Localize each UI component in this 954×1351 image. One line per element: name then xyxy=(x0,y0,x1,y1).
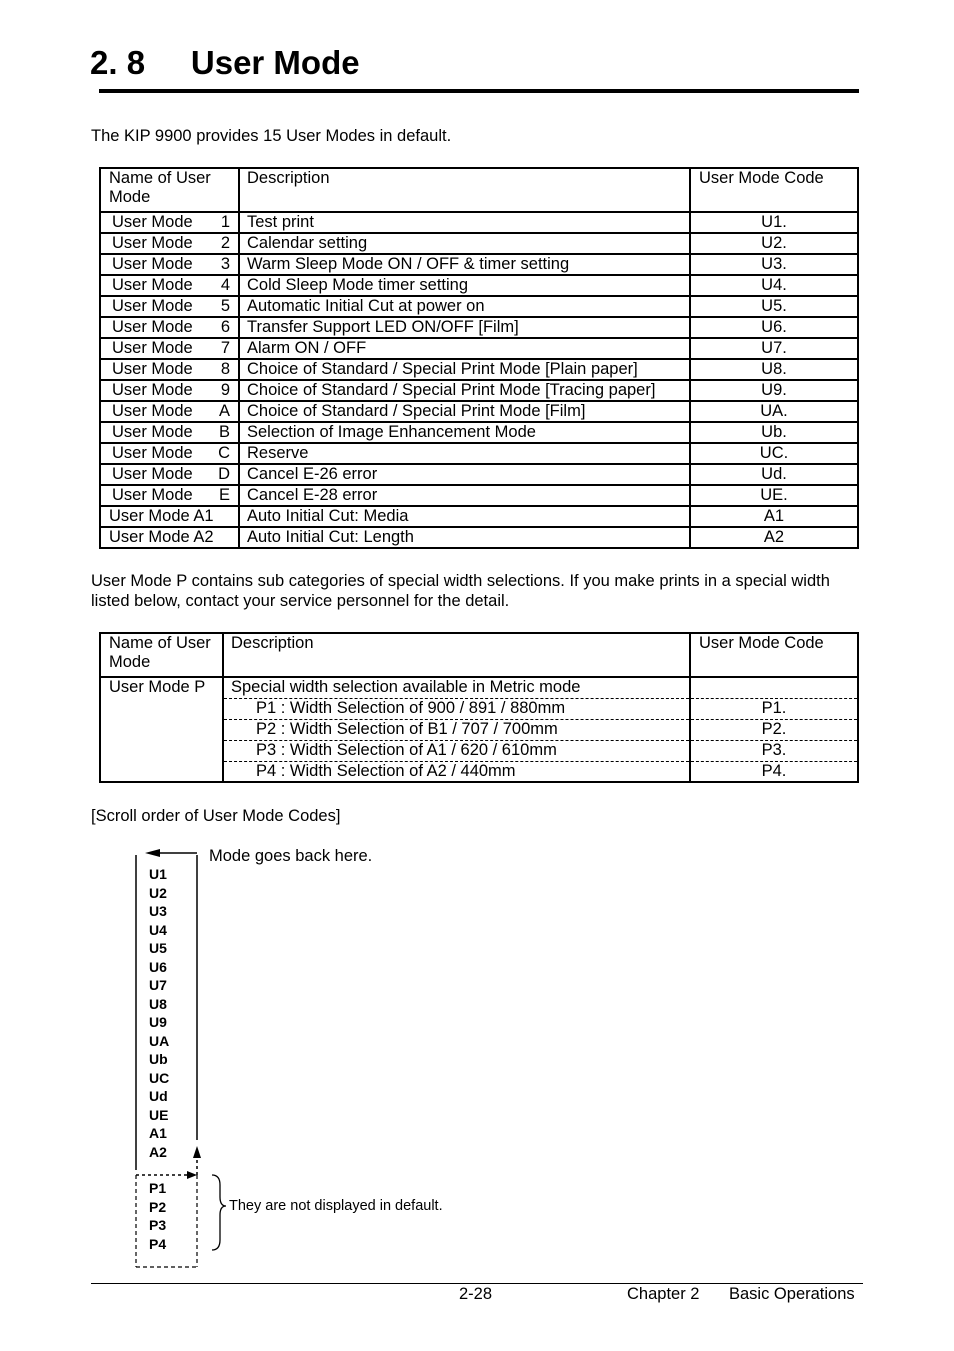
footer-chapter: Chapter 2 xyxy=(627,1285,700,1303)
header-name: Name of User Mode xyxy=(100,168,239,212)
mode-name: User Mode xyxy=(112,465,193,483)
sub-code: P3. xyxy=(690,740,858,761)
mode-description: Cold Sleep Mode timer setting xyxy=(239,275,690,296)
hidden-code-list xyxy=(149,1179,166,1253)
mode-name: User Mode xyxy=(112,444,193,462)
code-item: U1 xyxy=(149,866,167,882)
code-item: U6 xyxy=(149,958,167,975)
mode-code: U5. xyxy=(690,296,858,317)
mode-code: A1 xyxy=(690,506,858,527)
mode-p-description: Special width selection available in Metric mode xyxy=(223,677,690,698)
mode-id: B xyxy=(218,423,230,441)
mode-description: Cancel E-28 error xyxy=(239,485,690,506)
sub-description: P3 : Width Selection of A1 / 620 / 610mm xyxy=(223,740,690,761)
code-item: U5 xyxy=(149,940,167,956)
brace-icon xyxy=(212,1175,226,1250)
arrow-left-head xyxy=(145,849,160,857)
mode-name: User Mode xyxy=(112,381,193,399)
code-item: A2 xyxy=(149,1143,167,1160)
mode-description: Warm Sleep Mode ON / OFF & timer setting xyxy=(239,254,690,275)
mode-code: UC. xyxy=(690,443,858,464)
code-item: U3 xyxy=(149,903,167,919)
code-item: UC xyxy=(149,1069,170,1086)
mode-description: Selection of Image Enhancement Mode xyxy=(239,422,690,443)
mode-name: User Mode xyxy=(112,360,193,378)
mode-id: E xyxy=(218,486,230,504)
arrow-right-head xyxy=(187,1171,197,1179)
mode-code: U1. xyxy=(690,212,858,233)
mode-id: 8 xyxy=(220,360,230,378)
mode-description: Transfer Support LED ON/OFF [Film] xyxy=(239,317,690,338)
code-item: A1 xyxy=(149,1125,167,1141)
scroll-order-heading: [Scroll order of User Mode Codes] xyxy=(91,807,341,825)
mode-name: User Mode xyxy=(112,255,193,273)
mode-code: Ud. xyxy=(690,464,858,485)
footer-rule xyxy=(91,1283,863,1284)
mode-id: 9 xyxy=(220,381,230,399)
mode-code: U6. xyxy=(690,317,858,338)
header-code: User Mode Code xyxy=(690,168,858,212)
sub-description: P2 : Width Selection of B1 / 707 / 700mm xyxy=(223,719,690,740)
mode-id: 1 xyxy=(220,213,230,231)
mode-name: User Mode xyxy=(112,213,193,231)
code-item: UE xyxy=(149,1106,169,1123)
mode-description: Auto Initial Cut: Length xyxy=(239,527,690,548)
mode-code: U9. xyxy=(690,380,858,401)
code-item: U2 xyxy=(149,884,167,901)
code-item: U9 xyxy=(149,1014,167,1030)
arrow-up-head xyxy=(193,1146,201,1158)
hidden-codes-box xyxy=(136,1175,197,1267)
code-item: U7 xyxy=(149,977,167,993)
mode-code: A2 xyxy=(690,527,858,548)
mode-id: A xyxy=(218,402,230,420)
code-item: Ud xyxy=(149,1088,168,1104)
user-mode-p-note: User Mode P contains sub categories of special width selections. If you make prints in a special width listed below, contact your service personnel for the detail. xyxy=(91,572,830,610)
mode-name: User Mode xyxy=(112,402,193,420)
mode-id: 7 xyxy=(220,339,230,357)
mode-id: 4 xyxy=(220,276,230,294)
sub-description: P4 : Width Selection of A2 / 440mm xyxy=(223,761,690,782)
sub-code: P2. xyxy=(690,719,858,740)
mode-name: User Mode xyxy=(112,276,193,294)
mode-code-list xyxy=(149,865,169,1161)
mode-p-name: User Mode P xyxy=(100,677,223,782)
mode-code: U4. xyxy=(690,275,858,296)
mode-code: U2. xyxy=(690,233,858,254)
mode-name: User Mode xyxy=(112,297,193,315)
mode-name: User Mode xyxy=(112,234,193,252)
mode-description: Choice of Standard / Special Print Mode [Tracing paper] xyxy=(239,380,690,401)
page-number: 2-28 xyxy=(459,1285,493,1303)
mode-description: Automatic Initial Cut at power on xyxy=(239,296,690,317)
mode-id: 6 xyxy=(220,318,230,336)
mode-id: 5 xyxy=(220,297,230,315)
mode-code: UA. xyxy=(690,401,858,422)
sub-code: P4. xyxy=(690,761,858,782)
mode-id: D xyxy=(218,465,230,483)
mode-description: Reserve xyxy=(239,443,690,464)
mode-code: Ub. xyxy=(690,422,858,443)
mode-id: 2 xyxy=(220,234,230,252)
header-code: User Mode Code xyxy=(690,633,858,677)
footer-section: Basic Operations xyxy=(729,1285,855,1303)
mode-code: U8. xyxy=(690,359,858,380)
code-item: P2 xyxy=(149,1198,167,1215)
mode-name: User Mode xyxy=(112,486,193,504)
code-item: U8 xyxy=(149,995,167,1012)
mode-name: User Mode xyxy=(112,423,193,441)
mode-code: UE. xyxy=(690,485,858,506)
mode-code: U7. xyxy=(690,338,858,359)
sub-description: P1 : Width Selection of 900 / 891 / 880mm xyxy=(223,698,690,719)
mode-name: User Mode xyxy=(112,318,193,336)
code-item: P4 xyxy=(149,1235,167,1252)
code-item: P1 xyxy=(149,1180,167,1196)
mode-description: Calendar setting xyxy=(239,233,690,254)
header-description: Description xyxy=(239,168,690,212)
mode-description: Test print xyxy=(239,212,690,233)
code-item: Ub xyxy=(149,1051,168,1067)
mode-description: Choice of Standard / Special Print Mode [Film] xyxy=(239,401,690,422)
mode-name: User Mode A2 xyxy=(109,528,214,546)
mode-id: C xyxy=(218,444,230,462)
mode-id: 3 xyxy=(220,255,230,273)
hidden-note: They are not displayed in default. xyxy=(229,1198,443,1214)
sub-code: P1. xyxy=(690,698,858,719)
mode-code: U3. xyxy=(690,254,858,275)
page-title: 2. 8 User Mode xyxy=(90,44,360,81)
code-item: UA xyxy=(149,1032,170,1049)
code-item: U4 xyxy=(149,921,167,938)
loop-label: Mode goes back here. xyxy=(209,847,373,865)
code-item: P3 xyxy=(149,1217,167,1233)
header-description: Description xyxy=(223,633,690,677)
header-name: Name of User Mode xyxy=(100,633,223,677)
mode-name: User Mode A1 xyxy=(109,507,214,525)
mode-description: Cancel E-26 error xyxy=(239,464,690,485)
intro-text: The KIP 9900 provides 15 User Modes in default. xyxy=(91,127,452,145)
mode-description: Auto Initial Cut: Media xyxy=(239,506,690,527)
mode-description: Choice of Standard / Special Print Mode [Plain paper] xyxy=(239,359,690,380)
mode-description: Alarm ON / OFF xyxy=(239,338,690,359)
mode-name: User Mode xyxy=(112,339,193,357)
